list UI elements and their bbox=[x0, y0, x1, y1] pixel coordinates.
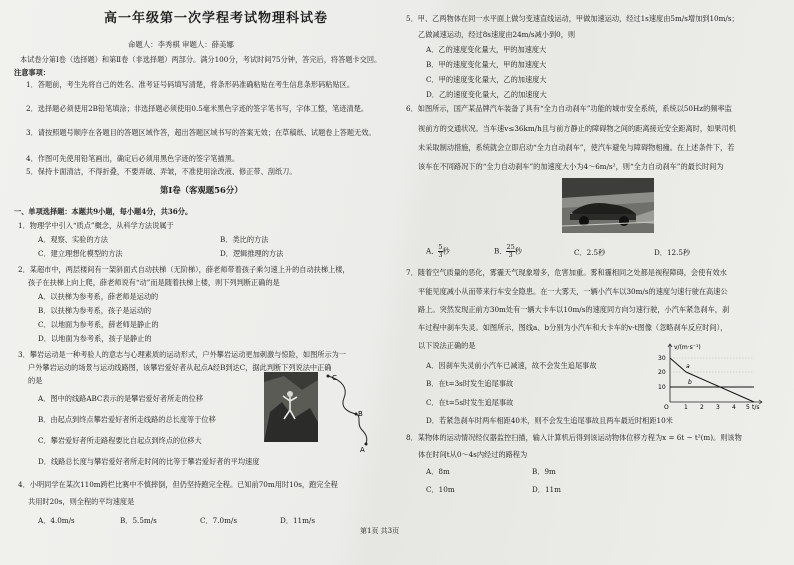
question-7-stem-cont: 平能见度减小从而带来行车安全隐患。在一大雾天，一辆小汽车以30m/s的速度匀速行驶在高速公 bbox=[418, 287, 728, 296]
q3-option-b: B．由起点到终点攀岩爱好者所走线路的总长度等于位移 bbox=[38, 415, 216, 424]
graph-xtick: 5 bbox=[746, 404, 750, 410]
q1-option-d: D．逻辑推理的方法 bbox=[220, 249, 284, 258]
graph-xtick: 1 bbox=[684, 404, 688, 410]
q7-option-b: B．在t=3s时发生追尾事故 bbox=[426, 379, 514, 388]
graph-line-a-seg1 bbox=[670, 358, 686, 372]
q3-option-a: A．图中的线路ABC表示的是攀岩爱好者所走的位移 bbox=[38, 394, 204, 403]
page-title: 高一年级第一次学程考试物理科试卷 bbox=[104, 11, 329, 26]
notice-item: 5．保持卡面清洁，不得折叠，不要弄破、弄皱，不准使用涂改液、修正带、刮纸刀。 bbox=[26, 167, 297, 176]
q2-option-d: D．以地面为参考系，孩子是静止的 bbox=[38, 334, 152, 343]
question-3-stem-cont: 的是 bbox=[28, 376, 43, 385]
q4-option-d: D．11m/s bbox=[280, 516, 316, 525]
graph-ytick: 20 bbox=[658, 369, 666, 376]
q3-option-c: C．攀岩爱好者所走路程要比自起点到终点的位移大 bbox=[38, 436, 202, 445]
question-2-stem: 2．某超市中，两层楼间有一架斜面式自动扶梯（无阶梯），薛老师带着孩子乘匀速上升的自动扶梯上楼， bbox=[18, 265, 350, 274]
vt-graph bbox=[656, 340, 768, 410]
part-title: 第Ⅰ卷（客观题56分） bbox=[160, 185, 243, 195]
q8-option-a: A．8m bbox=[426, 467, 450, 476]
q5-option-d: D．乙的速度变化量大，乙的加速度大 bbox=[426, 90, 547, 99]
q8-option-d: D．11m bbox=[532, 485, 561, 494]
q4-option-a: A．4.0m/s bbox=[38, 516, 75, 525]
q4-option-b: B．5.5m/s bbox=[120, 516, 157, 525]
question-6-stem-cont: 未采取制动措施，系统就会立即启动“全力自动刹车”，使汽车避免与障碍物相撞。在上述条件下，若 bbox=[418, 143, 735, 152]
graph-ylabel: v/(m·s⁻¹) bbox=[674, 344, 701, 351]
question-3-stem-cont: 户外攀岩运动的场景与运动线路图，该攀岩爱好者从起点A经B到达C，据此判断下列说法中正确 bbox=[28, 363, 332, 372]
question-8-stem-cont: 体在时间t从0～4s内经过的路程为 bbox=[418, 450, 528, 459]
graph-line-a-label: a bbox=[686, 363, 690, 370]
notice-item: 1．答题前，考生先将自己的姓名、准考证号码填写清楚，将条形码准确粘贴在考生信息条形码粘贴区。 bbox=[26, 80, 355, 89]
graph-xtick: 3 bbox=[716, 404, 720, 410]
graph-xlabel: t/s bbox=[752, 404, 760, 410]
q6-option-c: C．2.5秒 bbox=[574, 248, 606, 257]
question-4-stem-cont: 共用时20s，则全程的平均速度是 bbox=[28, 497, 135, 506]
q5-option-c: C．甲的速度变化量大，乙的加速度大 bbox=[426, 75, 547, 84]
car-photo bbox=[562, 178, 654, 233]
graph-origin: O bbox=[664, 404, 669, 410]
intro-text: 本试卷分第Ⅰ卷（选择题）和第Ⅱ卷（非选择题）两部分。满分100分，考试时间75分钟，答完后，将答题卡交回。 bbox=[20, 55, 382, 64]
question-7-stem-cont: 以下说法正确的是 bbox=[418, 341, 476, 350]
notice-item: 2．选择题必须使用2B铅笔填涂；非选择题必须使用0.5毫米黑色字迹的签字笔书写，字体工整，笔迹清楚。 bbox=[26, 104, 369, 113]
question-8-stem: 8．某物体的运动情况经仪器监控扫描，输入计算机后得到该运动物体位移方程为x = 6t − t²(m)。则该物 bbox=[406, 433, 742, 442]
q8-option-b: B．9m bbox=[532, 467, 556, 476]
climbing-route-diagram bbox=[322, 372, 378, 454]
q5-option-a: A．乙的速度变化量大，甲的加速度大 bbox=[426, 45, 547, 54]
graph-ytick: 10 bbox=[658, 384, 666, 391]
section-heading: 一、单项选择题：本题共9小题，每小题4分，共36分。 bbox=[14, 207, 193, 216]
question-6-stem-cont: 该车在不同路况下的“全力自动刹车”的加速度大小为4～6m/s²，则“全力自动刹车”的最长时间为 bbox=[418, 162, 724, 171]
question-7-stem: 7．随着空气质量的恶化，雾霾天气现象增多，危害加重。雾和霾相同之处都是视程障碍，会使有效水 bbox=[406, 268, 727, 277]
q5-option-b: B．甲的速度变化量大，甲的加速度大 bbox=[426, 60, 547, 69]
notice-item: 3．请按照题号顺序在各题目的答题区域作答，超出答题区域书写的答案无效；在草稿纸、试题卷上答题无效。 bbox=[26, 128, 376, 137]
question-6-stem: 6．如图所示，国产某品牌汽车装备了具有“全力自动刹车”功能的城市安全系统，系统以50Hz的频率监 bbox=[406, 104, 732, 113]
question-2-stem-cont: 孩子在扶梯上向上爬，薛老师说有“动”而是随着扶梯上楼，则下列判断正确的是 bbox=[28, 278, 280, 287]
q1-option-b: B．类比的方法 bbox=[220, 235, 269, 244]
notice-item: 4．作图可先使用铅笔画出，确定后必须用黑色字迹的签字笔描黑。 bbox=[26, 154, 240, 163]
exam-authors: 命题人：李秀棋 审题人：薛美娜 bbox=[128, 40, 234, 49]
question-5-stem: 5．甲、乙两物体在同一水平面上做匀变速直线运动，甲做加速运动，经过1s速度由5m/s增加到10m/s； bbox=[406, 14, 739, 23]
question-6-stem-cont: 视前方的交通状况。当车速v≤36km/h且与前方静止的障碍物之间的距离接近安全距离时，如果司机 bbox=[418, 124, 736, 133]
question-4-stem: 4．小明同学在某次110m跨栏比赛中不慎摔倒，但仍坚持跑完全程。已知前70m用时10s，跑完全程 bbox=[18, 480, 338, 489]
notice-heading: 注意事项： bbox=[14, 68, 50, 77]
q1-option-a: A．观察、实验的方法 bbox=[38, 235, 108, 244]
q1-option-c: C．建立理想化模型的方法 bbox=[38, 249, 123, 258]
q6-option-b: B． $\frac{25}{3}$ 秒 bbox=[494, 243, 522, 259]
question-7-stem-cont: 车过程中刹车失灵。如图所示，图线a、b分别为小汽车和大卡车的v-t图像（忽略刹车反应时间）， bbox=[418, 323, 728, 332]
route-point-a: A bbox=[360, 446, 365, 454]
q4-option-c: C．7.0m/s bbox=[200, 516, 238, 525]
q8-option-c: C．10m bbox=[426, 485, 455, 494]
q3-option-d: D．线路总长度与攀岩爱好者所走时间的比等于攀岩爱好者的平均速度 bbox=[38, 457, 260, 466]
question-1-stem: 1．物理学中引入“质点”概念，从科学方法说属于 bbox=[18, 221, 174, 230]
question-5-stem-cont: 乙做减速运动，经过8s速度由24m/s减小到0，则 bbox=[418, 30, 576, 39]
q7-option-c: C．在t=5s时发生追尾事故 bbox=[426, 398, 514, 407]
q6-option-a: A． $\frac{5}{3}$ 秒 bbox=[426, 243, 450, 259]
q2-option-a: A．以扶梯为参考系，薛老师是运动的 bbox=[38, 292, 159, 301]
graph-line-b-label: b bbox=[688, 379, 692, 386]
route-point-b: B bbox=[358, 410, 363, 418]
graph-xtick: 4 bbox=[732, 404, 736, 410]
graph-xtick: 2 bbox=[700, 404, 704, 410]
q2-option-c: C．以地面为参考系，薛老师是静止的 bbox=[38, 320, 159, 329]
graph-ytick: 30 bbox=[658, 355, 666, 362]
q6-option-d: D．12.5秒 bbox=[654, 248, 691, 257]
route-point-c: C bbox=[332, 374, 337, 382]
question-3-stem: 3．攀岩运动是一种考验人的意志与心理素质的运动形式，户外攀岩运动更加刺激与惊险，如图所示为一 bbox=[18, 350, 347, 359]
page-footer: 第1页 共3页 bbox=[360, 527, 400, 535]
climbing-photo bbox=[264, 372, 318, 442]
q7-option-d: D．若紧急刹车时两车相距40米，则不会发生追尾事故且两车最近时相距10米 bbox=[426, 416, 673, 425]
q7-option-a: A．因刹车失灵前小汽车已减速，故不会发生追尾事故 bbox=[426, 361, 597, 370]
question-7-stem-cont: 路上。突然发现正前方30m处有一辆大卡车以10m/s的速度同方向匀速行驶，小汽车紧急刹车，刹 bbox=[418, 305, 730, 314]
q2-option-b: B．以扶梯为参考系，孩子是运动的 bbox=[38, 306, 152, 315]
